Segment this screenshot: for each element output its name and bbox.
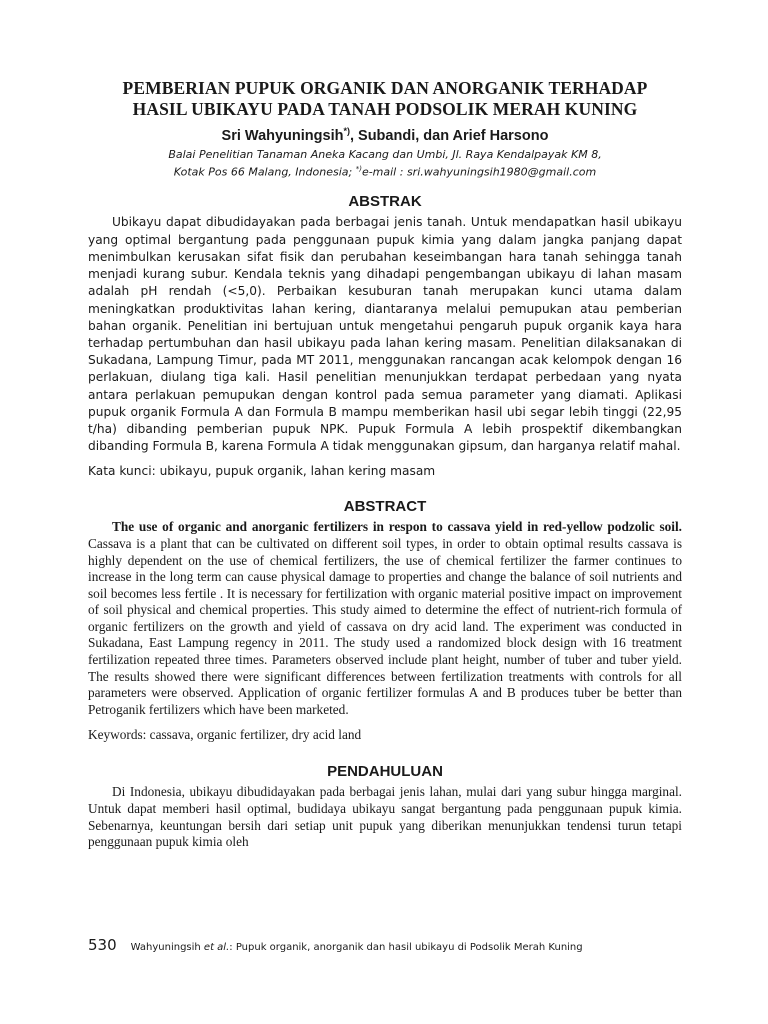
- running-title: : Pupuk organik, anorganik dan hasil ubikayu di Podsolik Merah Kuning: [229, 942, 583, 953]
- abstract-body: [88, 519, 682, 718]
- abstrak-keywords: Kata kunci: ubikayu, pupuk organik, lahan kering masam: [88, 464, 436, 479]
- running-author: Wahyuningsih: [130, 942, 204, 953]
- pendahuluan-heading: PENDAHULUAN: [327, 763, 443, 781]
- running-header: [131, 942, 583, 953]
- running-etal: et al.: [203, 942, 230, 953]
- author-mark: *): [343, 126, 350, 136]
- page-number: 530: [88, 936, 117, 954]
- title-line-2: HASIL UBIKAYU PADA TANAH PODSOLIK MERAH KUNING: [132, 99, 638, 119]
- page-footer: [88, 936, 682, 954]
- abstract-text: Cassava is a plant that can be cultivated on different soil types, in order to obtain optimal results cassava is highly dependent on the use of chemical fertilizers, the use of chemical fertilizer the farmer continues to increase in the long term can cause physical damage to properties and change the balance of soil nutrients and soil becomes less fertile . It is necessary for fertilization with organic material positive impact on improvement of soil physical and chemical properties. This study aimed to determine the effect of nutrient-rich formula of organic fertilizers on the growth and yield of cassava on dry acid land. The experiment was conducted in Sukadana, East Lampung regency in 2011. The study used a randomized block design with 16 treatment fertilization repeated three times. Parameters observed include plant height, number of tuber and tuber yield. The results showed there were significant differences between fertilization treatments with controls for all parameters were observed. Application of organic fertilizer formulas A and B produces tuber be better than Petroganik fertilizers which have been marketed.: [88, 535, 682, 717]
- abstract-heading: ABSTRACT: [343, 498, 427, 516]
- author-first: Sri Wahyuningsih: [221, 127, 344, 144]
- paper-page: [88, 78, 682, 851]
- abstract-keywords: Keywords: cassava, organic fertilizer, dry acid land: [88, 727, 362, 743]
- affiliation-email: e-mail : sri.wahyuningsih1980@gmail.com: [361, 165, 597, 179]
- affiliation-line-1: Balai Penelitian Tanaman Aneka Kacang dan Umbi, Jl. Raya Kendalpayak KM 8,: [168, 147, 602, 161]
- author-list: [88, 126, 682, 144]
- author-rest: , Subandi, dan Arief Harsono: [349, 127, 549, 144]
- affiliation-line-2a: Kotak Pos 66 Malang, Indonesia;: [173, 165, 356, 179]
- email-mark: *): [355, 164, 362, 173]
- abstrak-heading: ABSTRAK: [348, 193, 422, 211]
- pendahuluan-body: Di Indonesia, ubikayu dibudidayakan pada berbagai jenis lahan, mulai dari yang subur hingga marginal. Untuk dapat memberi hasil optimal, budidaya ubikayu sangat bergantung pada penggunaan pupuk kimia. Sebenarnya, keuntungan bersih dari setiap unit pupuk yang diberikan menunjukkan tendensi turun tetapi penggunaan pupuk kimia oleh: [88, 784, 682, 850]
- title-line-1: PEMBERIAN PUPUK ORGANIK DAN ANORGANIK TERHADAP: [122, 78, 648, 98]
- affiliation: [88, 147, 682, 180]
- abstrak-body: Ubikayu dapat dibudidayakan pada berbagai jenis tanah. Untuk mendapatkan hasil ubikayu yang optimal bergantung pada penggunaan pupuk kimia yang dalam jangka panjang dapat menimbulkan kerusakan sifat fisik dan perubahan keseimbangan hara tanah sehingga tanah menjadi kurang subur. Kendala teknis yang dihadapi pengembangan ubikayu di lahan masam adalah pH rendah (<5,0). Perbaikan kesuburan tanah merupakan kunci utama dalam meningkatkan produktivitas lahan kering, diantaranya melalui pemupukan atau pemberian bahan organik. Penelitian ini bertujuan untuk mengetahui pengaruh pupuk organik kaya hara terhadap pertumbuhan dan hasil ubikayu pada lahan kering masam. Penelitian dilaksanakan di Sukadana, Lampung Timur, pada MT 2011, menggunakan rancangan acak kelompok dengan 16 perlakuan, diulang tiga kali. Hasil penelitian menunjukkan terdapat perbedaan yang nyata antara perlakuan pemupukan dengan kontrol pada semua parameter yang diamati. Aplikasi pupuk organik Formula A dan Formula B mampu memberikan hasil ubi segar lebih tinggi (22,95 t/ha) dibanding pemberian pupuk NPK. Pupuk Formula A lebih prospektif dikembangkan dibanding Formula B, karena Formula A tidak menggunakan gipsum, dan harganya relatif mahal.: [88, 215, 682, 454]
- paper-title: [88, 78, 682, 120]
- abstract-title: The use of organic and anorganic fertilizers in respon to cassava yield in red-yellow podzolic soil.: [112, 519, 682, 535]
